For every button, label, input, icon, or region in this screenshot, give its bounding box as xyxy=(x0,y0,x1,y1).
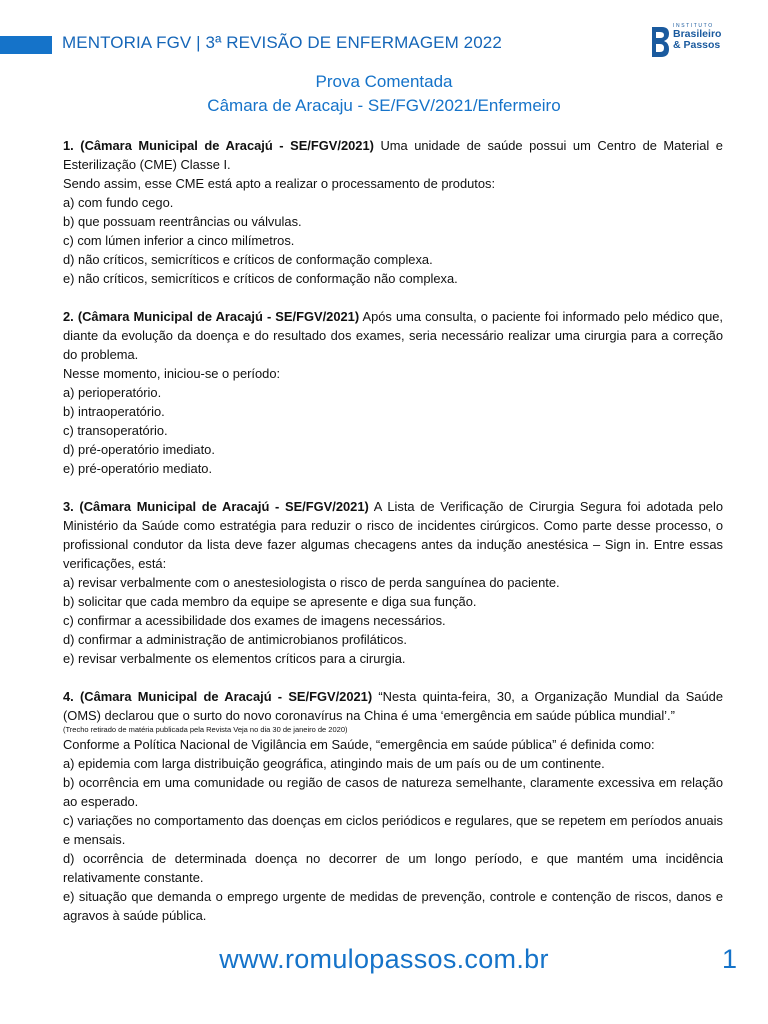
document-title: Prova Comentada xyxy=(315,72,453,91)
option-e: e) não críticos, semicríticos e críticos de conformação não complexa. xyxy=(63,271,458,286)
option-a: a) perioperatório. xyxy=(63,385,162,400)
question-label: 4. (Câmara Municipal de Aracajú - SE/FGV/2021) xyxy=(63,689,373,704)
option-a: a) epidemia com larga distribuição geográfica, atingindo mais de um país ou de um continente. xyxy=(63,756,605,771)
question-prompt: Nesse momento, iniciou-se o período: xyxy=(63,366,281,381)
question-label: 3. (Câmara Municipal de Aracajú - SE/FGV/2021) xyxy=(63,499,369,514)
logo-small-text: INSTITUTO xyxy=(673,23,714,29)
question-prompt: Conforme a Política Nacional de Vigilância em Saúde, “emergência em saúde pública” é definida como: xyxy=(63,737,655,752)
logo-mark-icon xyxy=(650,25,670,59)
option-e: e) revisar verbalmente os elementos críticos para a cirurgia. xyxy=(63,651,406,666)
question-text: Após uma consulta, o paciente foi informado pelo médico que, diante da evolução da doença e do resultado dos exames, seria necessário realizar uma cirurgia para a correção do problema. xyxy=(63,309,723,362)
question-3 xyxy=(63,497,723,668)
question-statement xyxy=(63,136,723,174)
option-a: a) revisar verbalmente com o anestesiologista o risco de perda sanguínea do paciente. xyxy=(63,575,560,590)
footer-website-link[interactable]: www.romulopassos.com.br xyxy=(219,944,549,974)
option-d: d) pré-operatório imediato. xyxy=(63,442,215,457)
option-c: c) confirmar a acessibilidade dos exames de imagens necessários. xyxy=(63,613,446,628)
brand-logo xyxy=(650,22,730,62)
option-c: c) com lúmen inferior a cinco milímetros. xyxy=(63,233,295,248)
question-statement xyxy=(63,497,723,573)
question-4 xyxy=(63,687,723,925)
header-accent-bar xyxy=(0,36,52,54)
question-prompt: Sendo assim, esse CME está apto a realizar o processamento de produtos: xyxy=(63,176,496,191)
question-label: 1. (Câmara Municipal de Aracajú - SE/FGV/2021) xyxy=(63,138,374,153)
option-c: c) transoperatório. xyxy=(63,423,168,438)
question-label: 2. (Câmara Municipal de Aracajú - SE/FGV/2021) xyxy=(63,309,360,324)
option-b: b) que possuam reentrâncias ou válvulas. xyxy=(63,214,302,229)
document-subtitle: Câmara de Aracaju - SE/FGV/2021/Enfermeiro xyxy=(207,96,561,115)
question-statement xyxy=(63,307,723,364)
option-e: e) situação que demanda o emprego urgente de medidas de prevenção, controle e contenção de riscos, danos e agravos à saúde pública. xyxy=(63,889,723,923)
option-b: b) ocorrência em uma comunidade ou região de casos de natureza semelhante, claramente excessiva em relação ao esperado. xyxy=(63,775,723,809)
page-number: 1 xyxy=(722,944,738,974)
option-d: d) não críticos, semicríticos e críticos de conformação complexa. xyxy=(63,252,433,267)
questions-container xyxy=(63,136,723,944)
question-text: A Lista de Verificação de Cirurgia Segura foi adotada pelo Ministério da Saúde como estratégia para reduzir o risco de incidentes cirúrgicos. Como parte desse processo, o profissional condutor da lista deve fazer algumas checagens antes da indução anestésica – Sign in. Entre essas verificações, está: xyxy=(63,499,723,571)
option-d: d) ocorrência de determinada doença no decorrer de um longo período, e que mantém uma incidência relativamente constante. xyxy=(63,851,723,885)
header-title: MENTORIA FGV | 3ª REVISÃO DE ENFERMAGEM 2022 xyxy=(62,33,502,52)
option-b: b) solicitar que cada membro da equipe se apresente e diga sua função. xyxy=(63,594,477,609)
option-b: b) intraoperatório. xyxy=(63,404,165,419)
question-statement xyxy=(63,687,723,725)
option-e: e) pré-operatório mediato. xyxy=(63,461,213,476)
option-a: a) com fundo cego. xyxy=(63,195,174,210)
question-text: Uma unidade de saúde possui um Centro de Material e Esterilização (CME) Classe I. xyxy=(63,138,723,172)
quote-source: (Trecho retirado de matéria publicada pela Revista Veja no dia 30 de janeiro de 2020) xyxy=(63,725,348,734)
question-2 xyxy=(63,307,723,478)
question-text: “Nesta quinta-feira, 30, a Organização Mundial da Saúde (OMS) declarou que o surto do novo coronavírus na China é uma ‘emergência em saúde pública mundial’.” xyxy=(63,689,723,723)
question-1 xyxy=(63,136,723,288)
option-d: d) confirmar a administração de antimicrobianos profiláticos. xyxy=(63,632,407,647)
logo-text xyxy=(673,24,721,50)
logo-line-2: & Passos xyxy=(673,38,721,51)
option-c: c) variações no comportamento das doenças em ciclos periódicos e regulares, que se repetem em períodos anuais e mensais. xyxy=(63,813,723,847)
logo-line-1: Brasileiro xyxy=(673,28,722,40)
